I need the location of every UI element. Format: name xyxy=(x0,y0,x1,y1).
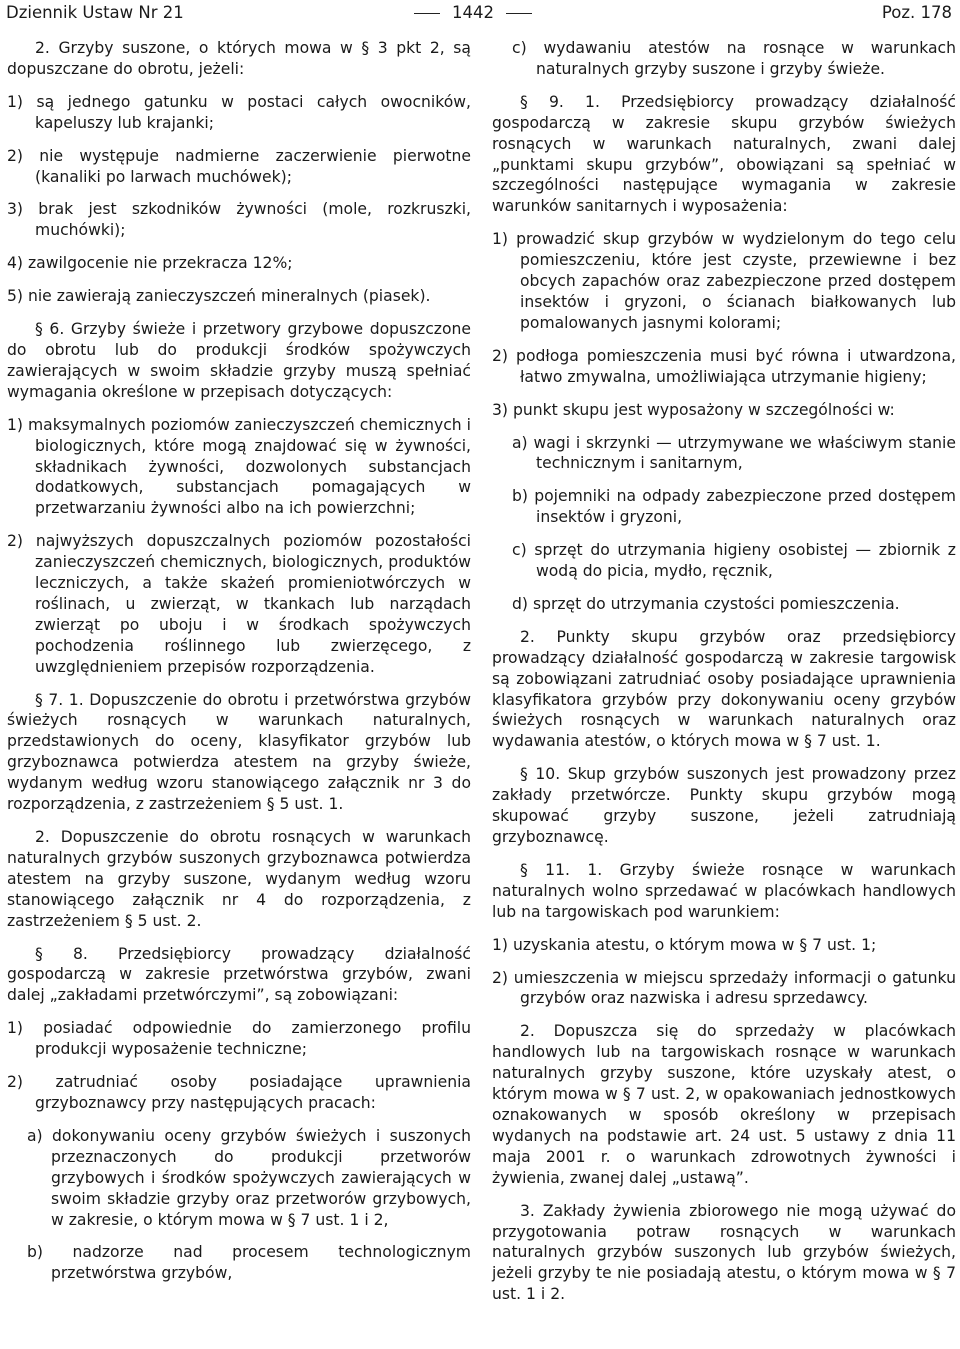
paragraph: § 8. Przedsiębiorcy prowadzący działalność gospodarczą w zakresie przetwórstwa grzybów, zwani dalej „zakładami przetwórczymi”, są zobowiązani: xyxy=(7,944,471,1005)
list-item: a) wagi i skrzynki — utrzymywane we właściwym stanie technicznym i sanitarnym, xyxy=(512,433,956,473)
left-column xyxy=(7,38,471,1296)
paragraph: § 9. 1. Przedsiębiorcy prowadzący działalność gospodarczą w zakresie skupu grzybów świeżych rosnących w warunkach naturalnych, zwani dalej „punktami skupu grzybów”, obowiązani są spełniać w szczególności następujące wymagania w zakresie warunków sanitarnych i wyposażenia: xyxy=(492,92,956,216)
list-item: 1) posiadać odpowiednie do zamierzonego profilu produkcji wyposażenie techniczne; xyxy=(7,1019,471,1059)
list-item: 3) brak jest szkodników żywności (mole, rozkruszki, muchówki); xyxy=(7,200,471,240)
right-column xyxy=(492,38,956,1317)
list-item: c) wydawaniu atestów na rosnące w warunkach naturalnych grzyby suszone i grzyby świeże. xyxy=(512,39,956,78)
list-item: 2) zatrudniać osoby posiadające uprawnienia grzyboznawcy przy następujących pracach: xyxy=(7,1073,471,1112)
paragraph: § 11. 1. Grzyby świeże rosnące w warunkach naturalnych wolno sprzedawać w placówkach handlowych lub na targowiskach pod warunkiem: xyxy=(492,860,956,921)
list-item: 4) zawilgocenie nie przekracza 12%; xyxy=(7,254,293,273)
page-header xyxy=(6,0,954,26)
list-item: 2) nie występuje nadmierne zaczerwienie pierwotne (kanaliki po larwach muchówek); xyxy=(7,146,471,186)
list-item: 2) podłoga pomieszczenia musi być równa i utwardzona, łatwo zmywalna, umożliwiająca utrzymanie higieny; xyxy=(492,346,956,386)
list-item: a) dokonywaniu oceny grzybów świeżych i suszonych przeznaczonych do produkcji przetworów grzybowych i środków spożywczych zawierających w swoim składzie grzyby oraz przetworów grzybowych, w zakresie, o którym mowa w § 7 ust. 1 i 2, xyxy=(27,1126,471,1229)
list-item: b) nadzorze nad procesem technologicznym przetwórstwa grzybów, xyxy=(27,1243,471,1283)
list-item: 2) umieszczenia w miejscu sprzedaży informacji o gatunku grzybów oraz nazwiska i adresu sprzedawcy. xyxy=(492,968,956,1008)
paragraph: 2. Dopuszczenie do obrotu rosnących w warunkach naturalnych grzybów suszonych grzyboznawca potwierdza atestem na grzyby suszone, wydanym według wzoru stanowiącego załącznik nr 4 do rozporządzenia, z zastrzeżeniem § 5 ust. 2. xyxy=(7,828,471,930)
paragraph: § 10. Skup grzybów suszonych jest prowadzony przez zakłady przetwórcze. Punkty skupu grzybów mogą skupować grzyby suszone, jeżeli zatrudniają grzyboznawcę. xyxy=(492,765,956,846)
list-item: 3) punkt skupu jest wyposażony w szczególności w: xyxy=(492,400,895,419)
paragraph: 2. Dopuszcza się do sprzedaży w placówkach handlowych lub na targowiskach rosnące w warunkach naturalnych grzyby suszone, które uzyskały atest, o którym mowa w § 7 ust. 2, w opakowaniach jednostkowych oznakowanych w sposób określony w przepisach wydanych na podstawie art. 24 ust. 5 ustawy z dnia 11 maja 2001 r. o warunkach zdrowotnych żywności i żywienia, zwanej dalej „ustawą”. xyxy=(492,1022,956,1187)
journal-title: Dziennik Ustaw Nr 21 xyxy=(6,3,184,22)
list-item: 1) uzyskania atestu, o którym mowa w § 7 ust. 1; xyxy=(492,935,877,954)
list-item: c) sprzęt do utrzymania higieny osobistej — zbiornik z wodą do picia, mydło, ręcznik, xyxy=(512,541,956,581)
list-item: b) pojemniki na odpady zabezpieczone przed dostępem insektów i gryzoni, xyxy=(512,487,956,527)
list-item: d) sprzęt do utrzymania czystości pomieszczenia. xyxy=(512,594,900,613)
paragraph: § 7. 1. Dopuszczenie do obrotu i przetwórstwa grzybów świeżych rosnących w warunkach naturalnych, przedstawionych do oceny, klasyfikator grzybów lub grzyboznawca potwierdza atestem na grzyby świeże, wydanym według wzoru stanowiącego załącznik nr 3 do rozporządzenia, z zastrzeżeniem § 5 ust. 1. xyxy=(7,690,471,814)
list-item: 1) są jednego gatunku w postaci całych owocników, kapeluszy lub krajanki; xyxy=(7,92,471,132)
paragraph: § 6. Grzyby świeże i przetwory grzybowe dopuszczone do obrotu lub do produkcji środków spożywczych zawierających w swoim składzie grzyby muszą spełniać wymagania określone w przepisach dotyczących: xyxy=(7,320,471,401)
paragraph: 2. Punkty skupu grzybów oraz przedsiębiorcy prowadzący działalność gospodarczą w zakresie targowisk są zobowiązani zatrudniać osoby posiadające uprawnienia klasyfikatora grzybów przy dokonywaniu oceny grzybów świeżych rosnących w warunkach naturalnych oraz wydawania atestów, o których mowa w § 7 ust. 1. xyxy=(492,627,956,751)
list-item: 5) nie zawierają zanieczyszczeń mineralnych (piasek). xyxy=(7,287,431,306)
list-item: 2) najwyższych dopuszczalnych poziomów pozostałości zanieczyszczeń chemicznych, biologicznych, produktów leczniczych, a także skażeń promieniotwórczych w roślinach, u zwierząt, w tkankach lub narządach zwierząt po uboju i w środkach spożywczych pochodzenia roślinnego lub zwierzęcego, z uwzględnieniem przepisów rozporządzenia. xyxy=(7,532,471,676)
page-number: 1442 xyxy=(414,0,532,26)
list-item: 1) maksymalnych poziomów zanieczyszczeń chemicznych i biologicznych, które mogą znajdować się w żywności, składnikach żywności, dozwolonych substancjach dodatkowych, substancjach pomagających w przetwarzaniu żywności albo na ich powierzchni; xyxy=(7,415,471,518)
list-item: 1) prowadzić skup grzybów w wydzielonym do tego celu pomieszczeniu, które jest czyste, przewiewne i bez obcych zapachów oraz zabezpieczone przed dostępem insektów i gryzoni, o ścianach białkowanych lub pomalowanych jasnymi kolorami; xyxy=(492,230,956,332)
paragraph: 3. Zakłady żywienia zbiorowego nie mogą używać do przygotowania potraw rosnących w warunkach naturalnych grzybów suszonych lub grzybów świeżych, jeżeli grzyby te nie posiadają atestu, o którym mowa w § 7 ust. 1 i 2. xyxy=(492,1201,956,1304)
paragraph: 2. Grzyby suszone, o których mowa w § 3 pkt 2, są dopuszczane do obrotu, jeżeli: xyxy=(7,39,471,78)
position-number: Poz. 178 xyxy=(881,3,952,22)
